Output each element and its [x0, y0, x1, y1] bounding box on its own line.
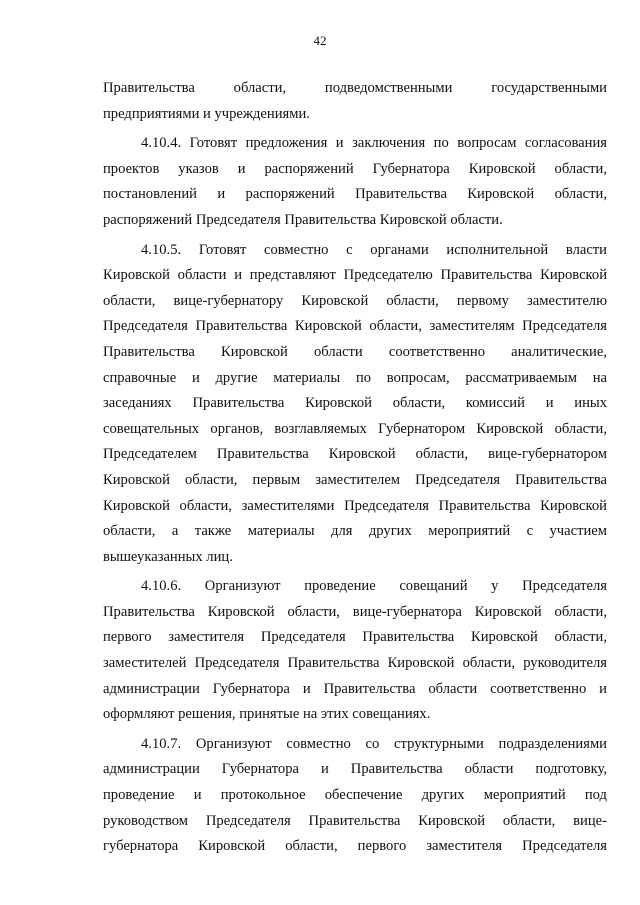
text-line: заместителей Председателя Правительства Кировской области, руководителя [103, 655, 607, 672]
text-line: 4.10.6. Организуют проведение совещаний у Председателя [141, 578, 607, 595]
text-line: 4.10.7. Организуют совместно со структурными подразделениями [141, 735, 607, 752]
paragraph-4-10-6 [103, 574, 607, 728]
text-line: Кировской области, заместителями Председателя Правительства Кировской [103, 497, 607, 514]
text-line: руководством Председателя Правительства Кировской области, вице- [103, 812, 607, 829]
page-number: 42 [313, 33, 327, 48]
text-line: 4.10.4. Готовят предложения и заключения по вопросам согласования [141, 135, 607, 152]
text-line: Председателя Правительства Кировской области, заместителям Председателя [103, 318, 607, 335]
text-line: Правительства области, подведомственными государственными [103, 80, 607, 96]
paragraph-4-10-4 [103, 131, 607, 233]
paragraph-4-10-5 [103, 238, 607, 571]
text-line: администрации Губернатора и Правительства области соответственно и [103, 680, 607, 697]
text-line: распоряжений Председателя Правительства Кировской области. [103, 211, 503, 228]
paragraph-4-10-7 [103, 732, 607, 860]
text-line: Председателем Правительства Кировской области, вице-губернатором [103, 446, 607, 463]
text-line: вышеуказанных лиц. [103, 548, 233, 565]
text-line: Правительства Кировской области, вице-губернатора Кировской области, [103, 603, 607, 620]
text-line: Кировской области и представляют Председателю Правительства Кировской [103, 267, 607, 284]
paragraph-continuation [103, 76, 607, 127]
text-line: предприятиями и учреждениями. [103, 105, 310, 122]
text-line: администрации Губернатора и Правительства области подготовку, [103, 761, 607, 778]
text-line: заседаниях Правительства Кировской области, комиссий и иных [103, 395, 607, 412]
text-line: проектов указов и распоряжений Губернатора Кировской области, [103, 160, 607, 177]
document-body [103, 76, 607, 864]
text-line: совещательных органов, возглавляемых Губернатором Кировской области, [103, 420, 607, 437]
text-line: области, а также материалы для других мероприятий с участием [103, 523, 607, 540]
text-line: справочные и другие материалы по вопросам, рассматриваемым на [103, 369, 607, 386]
text-line: первого заместителя Председателя Правительства Кировской области, [103, 629, 607, 646]
text-line: оформляют решения, принятые на этих совещаниях. [103, 706, 431, 723]
text-line: 4.10.5. Готовят совместно с органами исполнительной власти [141, 241, 607, 258]
text-line: постановлений и распоряжений Правительства Кировской области, [103, 186, 607, 203]
text-line: области, вице-губернатору Кировской области, первому заместителю [103, 292, 607, 309]
text-line: губернатора Кировской области, первого заместителя Председателя [103, 838, 607, 855]
text-line: Кировской области, первым заместителем Председателя Правительства [103, 471, 607, 488]
text-line: проведение и протокольное обеспечение других мероприятий под [103, 787, 607, 804]
text-line: Правительства Кировской области соответственно аналитические, [103, 343, 607, 360]
